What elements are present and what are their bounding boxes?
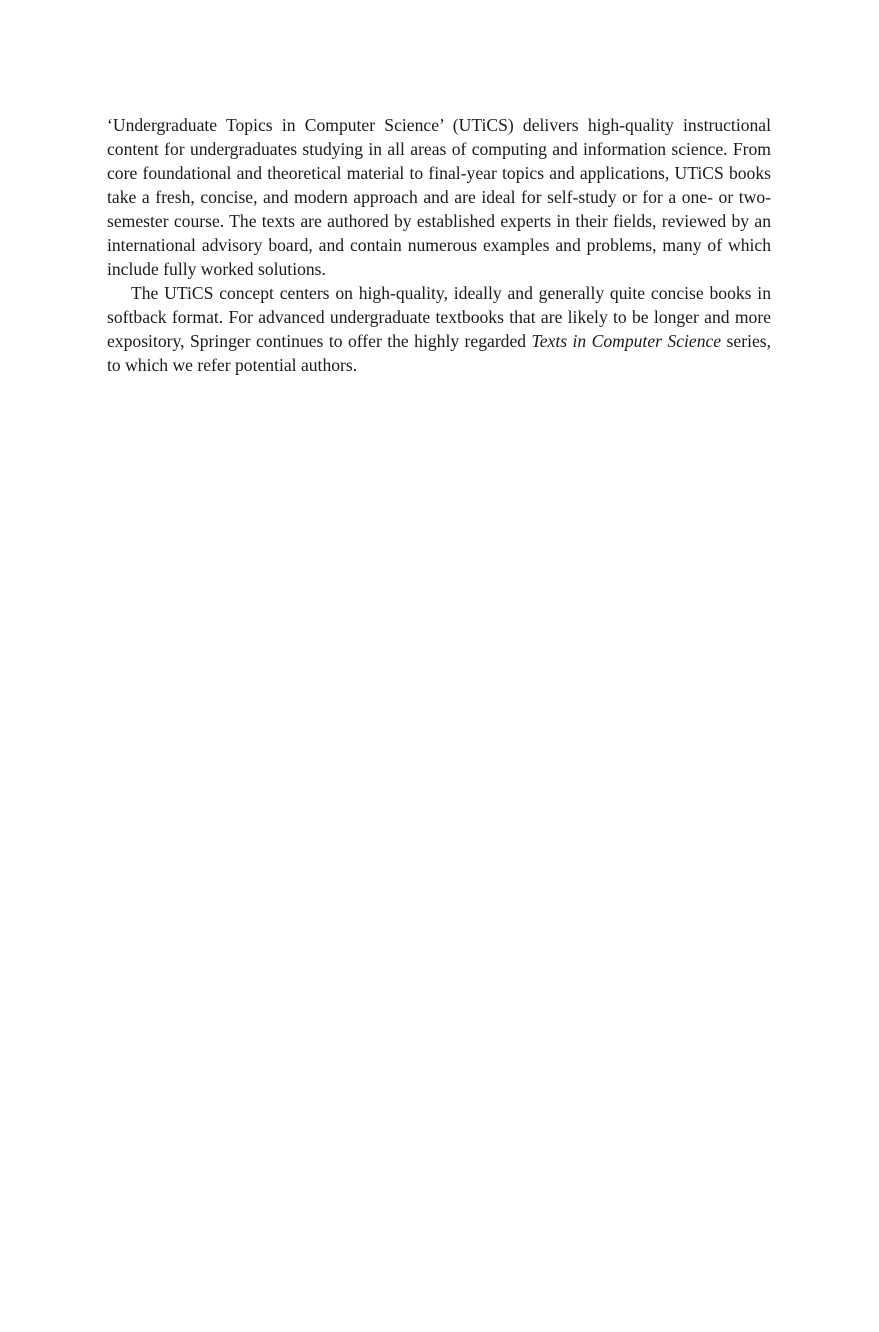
paragraph-utics-concept	[107, 281, 771, 377]
paragraph-text-after: series, to which we refer potential authors.	[107, 331, 772, 375]
series-title-italic: Texts in Computer Science	[531, 331, 722, 351]
paragraph-utics-description: ‘Undergraduate Topics in Computer Science’ (UTiCS) delivers high-quality instructional content for undergraduates studying in all areas of computing and information science. From core foundational and theoretical material to final-year topics and applications, UTiCS books take a fresh, concise, and modern approach and are ideal for self-study or for a one- or two-semester course. The texts are authored by established experts in their fields, reviewed by an international advisory board, and contain numerous examples and problems, many of which include fully worked solutions.	[107, 115, 771, 279]
body-text	[107, 113, 771, 377]
paragraph-text-before: The UTiCS concept centers on high-quality, ideally and generally quite concise books in softback format. For advanced undergraduate textbooks that are likely to be longer and more expository, Springer continues to offer the highly regarded	[107, 283, 771, 351]
